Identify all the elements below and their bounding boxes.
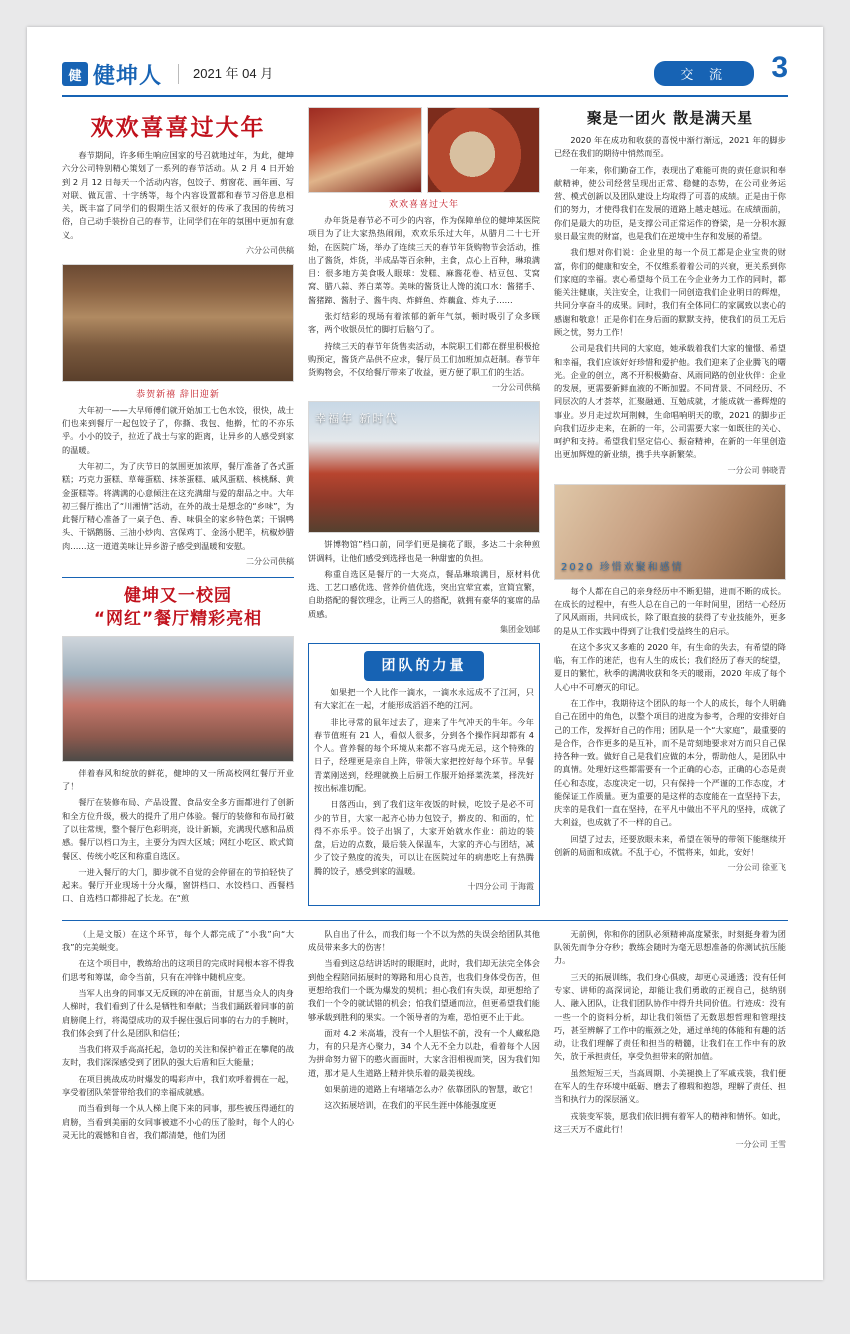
article-3-para-4: 饼博物馆”档口前，同学们更是摘花了眼，多达二十余种煎饼调料，让他们感受到选择也是一种甜蜜的负担。 [308,539,540,563]
bottom-c2-p3: 面对 4.2 米高墙，没有一个人胆怯不前，没有一个人藏私隐力，有的只是齐心聚力，34 个人无不全力以赴，看着每个人因为拼命努力留下的憨火面面时，大家含泪相视而笑，因为我们知道，那才是人生道路上精并快乐着的最美视线。 [308,1027,540,1078]
newspaper-page [27,27,823,1280]
bottom-c3-p1: 无前例，你和你的团队必须精神高度紧张，时刻挺身着为团队领先而争分夺秒；教练会随时为毫无思想准备的你测试抗压能力。 [554,928,786,966]
newspaper-logo-icon: 健 [62,62,88,86]
article-6-para-3: 在工作中，我期待这个团队的每一个人的成长，每个人明确自己在团中的角色，以整个项目的进度为参考，合理的安排好自己的工作，发挥好自己的作用；团队是一个“大家庭”，最重要的是合作，合作更多的是互补，而不是苛刻地要求对方而只自己保持各种一致。做好自己是我们应做的本分，帮助他人，是团队中的真情。处理好这些都需要有一个正确的心态，正确的心态是责任心和态度，态度决定一切，只有保持一个严谨的工作态度，才能保证工作质量。更为重要的是这样的态度能在一直坚持下去，庆幸的是我们一直在坚持，在平凡中做出不平凡的坚持，成就了大利益，也成就了不一样的自己。 [554,697,786,828]
photo-caption-1: 恭贺新禧 辞旧迎新 [136,389,220,400]
photo-banquet-table [427,107,541,193]
bottom-column-3 [554,928,786,1158]
column-1 [62,105,294,912]
bottom-c3-p4: 戎装变军装，愿我们依旧拥有着军人的精神和情怀。如此，这三天万不虚此行！ [554,1110,786,1134]
article-5-byline: 一分公司 韩晓青 [727,465,786,475]
bottom-c1-p1: （上是文版）在这个环节，每个人都完成了“小我”向“大我”的完美蜕变。 [62,928,294,953]
main-columns [62,105,788,912]
bottom-c2-p4: 如果前进的道路上有堵墙怎么办？依靠团队的智慧，敢它！ [324,1083,538,1094]
photo-new-restaurant [62,636,294,762]
article-5-para-1: 2020 年在成功和收获的喜悦中渐行渐远，2021 年的脚步已经在我们的期待中悄然而至。 [554,135,786,159]
bottom-column-2 [308,928,540,1158]
article-3-para-1: 办年货是春节必不可少的内容，作为保障单位的健坤某医院项目为了让大家热热闹闹，欢欢乐乐过大年，从腊月二十七开始，在医院广场，举办了连续三天的春节年货购物节会活动，推出了酱货，炸货，半成品等百余种，主食，点心上百种，琳琅满目：很多地方美食吸人眼球：发糕、麻酱花卷、桔豆包、艾窝窝、腊八蒜、荞白菜等。美味的酱货让人馋的流口水：酱猪手、酱猪蹄、酱肘子、酱牛肉、炸鲜鱼、炸藕盒、炸丸子…… [308,215,540,305]
article-5-para-4: 公司是我们共同的大家庭，她承载着我们大家的憧憬、希望和幸福，我们应该好好珍惜和爱护他。我们迎来了企业腾飞的曙光。企业的创立，离不开积极勤奋、风雨同路的创业伙伴：企业的发展，更需要新鲜血液的不断加盟。不同背景、不同经历、不同层次的人才荟萃，汇聚融通、互勉成就，才能成就一番辉煌的事业。岁月走过坎坷荆棘，生命唱响明天的歌，2021 的脚步正向我们迈步走来，在新的一年，公司需要大家一如既往的关心、呵护和支持。希望我们坚定信心、振奋精神，在新的一年里创造出更加辉煌的新业绩，携手共享新繁荣。 [554,343,786,460]
page-number: 3 [771,51,788,84]
masthead-logo-text: 健坤人 [93,63,163,89]
article-1-para-3: 大年初二，为了庆节日的氛围更加浓厚，餐厅准备了各式蛋糕；巧克力蛋糕、草莓蛋糕、抹茶蛋糕、戚风蛋糕、核桃酥、黄金蛋糕等。将满满的心意倾注在这充满甜与爱的甜品之中。大年初三餐厅推出了“川湘情”活动，在外的战士是想念的“乡味”，为此餐厅精心准备了一桌子色、香、味俱全的家乡特色菜；干锅鸭头、干锅鹅肠、三油小炒肉、宫保鸡丁、金汤小肥羊，杭椒炒腊肉……这一道道美味让异乡游子感受到温暖和安慰。 [62,461,294,551]
article-2-para-2: 餐厅在装修布局、产品设置、食品安全多方面都进行了创新和全方位升级，极大的提升了用户体验。餐厅的装修和布局打破了以往常规，整个餐厅色彩明亮，设计新颖，充满现代感和品质感。餐厅以档口为主，主要分为四大区域；网红小吃区、欧式简餐区、传统小吃区和称重自选区。 [62,797,294,861]
article-4-para-2: 非比寻常的鼠年过去了，迎来了牛气冲天的牛年。今年春节值班有 21 人，看似人很多，分到各个操作间却都有 4 个人。营养餐的每个环境从来都不容马虎无忌，这个特殊的日子，经理更是亲自上阵，带领大家把控好每个环节。早餐青菜刚送到，经理就换上后厨工作服开始择菜洗菜，择洗好按出标准切配。 [314,716,534,793]
bottom-columns [62,928,788,1158]
article-3-para-3: 持续三天的春节年货售卖活动，本院职工们都在群里积极抢购预定，酱货产品供不应求，餐厅员工们加班加点赶制。春节年货购物会，不仅给餐厅带来了收益，更方便了职工们的生活。 [308,340,540,378]
article-6-byline: 一分公司 徐亚飞 [727,863,786,873]
bottom-c2-p1: 队自出了什么，而我们每一个不以为然的失误会给团队其他成员带来多大的伤害！ [308,928,540,953]
article-3-byline: 一分公司供稿 [492,383,540,393]
photo-new-year-market [308,401,540,533]
article-6-para-4: 回望了过去，还要放眼未来，希望在领导的带领下能继续开创新的局面和成就。不乱于心，不慌将来，如此，安好！ [554,833,786,858]
bottom-c1-p5: 在项目挑战成功时爆发的喝彩声中，我们欢呼着拥在一起，享受着团队荣誉带给我们的幸福成就感。 [62,1073,294,1097]
article-2-para-3: 一进入餐厅的大门，脚步就不自觉的会停留在的节拍轻快了起来。餐厅开业现场十分火爆，窗饼档口、水饺档口、西餐档口、自选档口都排起了长龙。在“煎 [62,866,294,904]
bottom-c1-p3: 当军人出身的同事又无反顾的冲在前面，甘愿当众人的肉身人梯时，我们看到了什么是牺牲和奉献；当我们踊跃着同事的前肩膀爬上行，将渴望成功的双手握住强后同事的右力的手腕时，我们体会到了什么是团队和信任； [62,987,294,1038]
section-badge: 交 流 [654,61,754,86]
bottom-divider [62,920,788,921]
team-power-box [308,643,540,906]
masthead-date: 2021 年 04 月 [178,64,273,84]
photo-dining-hall [62,264,294,382]
article-1-byline: 六分公司供稿 [246,245,294,255]
article-4-byline: 十四分公司 于海霞 [467,881,534,891]
article-1-para-2: 大年初一——大早师傅们就开始加工七色水饺，很快，战士们也来到餐厅一起包饺子了，你撕、我包、他擀，忙的不亦乐乎。小小的饺子，拉近了战士与家的距离，让异乡的人感受到家的温暖。 [62,404,294,455]
article-6-para-1: 每个人都在自己的亲身经历中不断犯错，进而不断的成长。在成长的过程中，有些人总在自己的一年时间里，团结一心经历了风风雨雨，共同成长，除了眼直接的获得了专业技能外，更多的是从工作实践中得到了让我们受益终生的启示。 [554,585,786,636]
bottom-c2-p2: 当看到这总结讲话时的眼眶时，此时，我们却无法完全体会到他全程陪同拓展时的筹路和用心良苦，也我们身体受伤苦，但更想给我们一个既为爆发的契机；担心我们有失误，却更想给了我们一个令的就试错的机会；怕我们望通而泣，但更希望我们能够承载到胜利的果实。一个领导者的为难，恐怕更不止于此。 [308,958,540,1022]
article-4-para-3: 日落西山，到了我们这年夜饭的时候，吃饺子是必不可少的节目，大家一起齐心协力包饺子，擀皮的、和面的，忙得不亦乐乎。饺子出锅了，大家开始就水作业：前边的装盘，后边的点数，最后装入保温车，大家的齐心与团结，减少了饺子熟度的流失，可以让在医院过年的病患吃上有热腾腾的饺子，感受到家的温暖。 [314,799,534,876]
article-6-para-2: 在这个多灾又多难的 2020 年，有生命的失去，有希望的降临，有工作的迷茫，也有人生的成长；我们经历了春天的绽望，夏日的繁忙，秋季的满满收获和冬天的暖雨，2020 年成了每个人心中不可磨灭的印记。 [554,641,786,692]
article-2-para-1: 伴着春风和绽放的鲜花，健坤的又一所高校网红餐厅开业了！ [62,767,294,792]
photo-hands-together [554,484,786,580]
article-2-headline-line2: “网红”餐厅精彩亮相 [93,608,263,629]
column-3 [554,105,786,912]
article-5-headline: 聚是一团火 散是满天星 [586,109,754,127]
bottom-c1-p4: 当我们将双手高高托起，急切的关注和保护着正在攀爬的战友时，我们深深感受到了团队的强大后盾和巨大能量； [62,1044,294,1068]
photo-overlay-subtitle: 2020 珍惜欢聚和感情 [561,561,684,573]
divider-1 [62,577,294,578]
article-1-para-1: 春节期间，许多师生响应国家的号召就地过年，为此，健坤六分公司特别精心策划了一系列的春节活动。从 2 月 4 日开始到 2 月 12 日每天一个活动内容，包饺子、剪窗花、画年画、写对联、做瓦雷、十字绣等，每个内容设置都和春节习俗息息相关，既丰富了同学们的假期生活又很好的传承了我国的传统习俗，自己动手装扮自己的春节，让同学们在年的氛围中更加有意义。 [62,150,294,240]
article-3-subhead: 欢欢喜喜过大年 [388,200,459,210]
bottom-c1-p2: 在这个项目中，教练给出的这项目的完成时间根本容不得我们思考和筹谋，命令当前，只有在冲锋中随机应变。 [62,958,294,982]
article-3-byline-2: 集团金划邮 [500,625,540,635]
article-1-byline-2: 二分公司供稿 [246,557,294,567]
bottom-column-1 [62,928,294,1158]
article-2-headline [62,585,294,631]
bottom-c2-p5: 这次拓展培训，在我们的平民生涯中体能强度更 [324,1100,497,1111]
photo-overlay-title: 幸福年 新时代 [315,412,399,426]
bottom-byline: 一分公司 王雪 [735,1140,786,1150]
article-1-headline: 欢欢喜喜过大年 [90,115,266,141]
article-3-para-2: 张灯结彩的现场有着浓郁的新年气氛，顿时吸引了众多顾客，两个收银员忙的脚打后脑勺了。 [308,310,540,335]
photo-row-top [308,107,540,193]
bottom-c3-p3: 虽然短短三天，当高周期、小美褪换上了军戚戎装，我们便在军人的生存环境中砥砺、磨去了穆瑕和抱怨，理解了责任、担当和执行力的深层涵义。 [554,1067,786,1105]
photo-family-dinner [308,107,422,193]
article-5-para-3: 我们想对你们说：企业里的每一个员工都是企业宝贵的财富，你们的健康和安全，不仅维系着着公司的兴衰，更关系到你们家庭的幸福。衷心希望每个员工在今企业务力工作的同时，都能关注健康，关注安全，让我们一同创造我们企业明日的辉煌，共同分享奋斗的成果。同时，我们有全体同仁的家属致以衷心的感谢和敬意！正是你们在身后面的默默支持，使我们的员工无后顾之忧，努力工作！ [554,247,786,337]
column-2 [308,105,540,912]
bottom-c1-p6: 而当看到每一个从人梯上爬下来的同事，那些被压得通红的肩膀，当看到美丽的女同事被遮不小心的压了脸时，每个人的心灵无比的震憾和自省，我们都清楚，他们为团 [62,1103,294,1140]
masthead [62,51,788,91]
bottom-c3-p2: 三天的拓展训练，我们身心俱疲，却更心灵通透；没有任何专家、讲师的高深词论，却能让我们勇敢的正视自己，挞纳别人、融入团队，让我们团队协作中得升共同价值。行迹成：没有一些一个的资料分析，却让我们领悟了无数思想哲理和管理技巧，甚至辨解了工作中的瓶颈之处，通过单纯的体能和有趣的活动，让我们理解了责任和担当的精髓，让我们在工作中有的放矢，放于承担责任，享受负担带来的附加值。 [554,971,786,1062]
masthead-rule [62,95,788,97]
article-4-para-1: 如果把一个人比作一滴水，一滴水永远成不了江河，只有大家汇在一起，才能形成滔滔不绝的江河。 [314,686,534,711]
team-power-logo: 团队的力量 [364,651,484,681]
article-3-para-5: 称重自选区是餐厅的一大亮点，餐品琳琅满目，原材料优选、工艺口感优选、营养价值优选，突出宜荤宜素，宣简宜繁，自助搭配的餐饮理念，让两三人的搭配，就拥有豪华的宴席的品质感。 [308,568,540,619]
article-2-headline-line1: 健坤又一校园 [124,585,232,606]
article-5-para-2: 一年来，你们勤奋工作，表现出了难能可贵的责任意识和奉献精神，使公司经营呈现出正常、稳健的态势，在公司业务运营、模式创新以及团队建设上均取得了可喜的成绩。正是由于你们的努力，才使得我们在发展的道路上越走越远。在成绩面前，你们是最大的功臣，是支撑公司正常运作的脊梁，是一分积水源泉日最宝贵的财富，也是我们在逆境中生存和发展的希望。 [554,164,786,241]
